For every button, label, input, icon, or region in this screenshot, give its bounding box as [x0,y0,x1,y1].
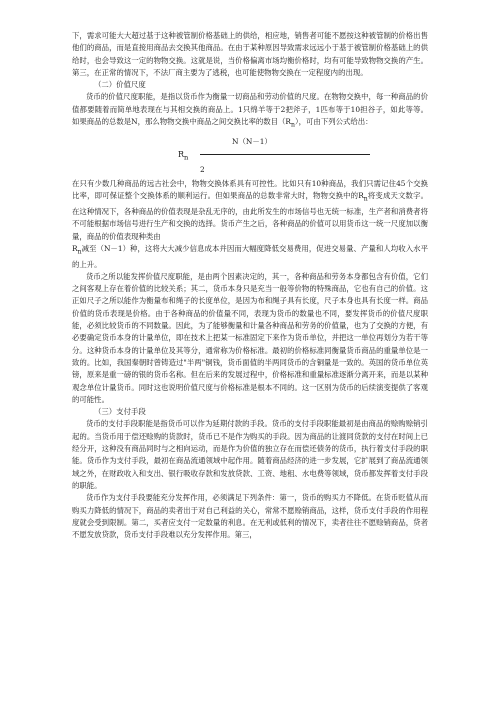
document-body [72,30,428,541]
paragraph-means-of-payment: 货币的支付手段职能是指货币可以作为延期付款的手段。货币的支付手段职能最初是由商品的赊购赊销引起的。当货币用于偿还赊购的货款时，货币已不是作为购买的手段。因为商品的让渡同货款的支付在时间上已经分开，这种没有商品同时与之相向运动，而是作为价值的独立存在而偿还债务的货币，执行着支付手段的职能。货币作为支付手段，最初在商品流通领域中起作用。随着商品经济的进一步发展，它扩展到了商品流通领域之外，在财政收入和支出、银行吸收存款和发放贷款、工资、地租、水电费等领域，货币都发挥着支付手段的职能。 [72,419,428,490]
exchange-ratio-formula [72,132,428,178]
paragraph-value-measure-intro: 货币的价值尺度职能，是指以货币作为衡量一切商品和劳动价值的尺度。在物物交换中，每一种商品的价值都要随着而简单地表现在与其相交换的商品上。1只绵羊等于2把斧子，1匹布等于10担谷子，如此等等。如果商品的总数是N，那么物物交换中商品之间交换比率的数目$(R_n)$，可由下列公式给出： [72,92,428,129]
paragraph-barter-continuation: 下，需求可能大大超过基于这种被管制价格基础上的供给，相应地，销售者可能不愿按这种被管制的价格出售他们的商品，而是直接用商品去交换其他商品。在由于某种原因导致需求远远小于基于被管制价格基础上的供给时，也会导致这一定的物物交换。这就是说，当价格偏离市场均衡价格时，均有可能导致物物交换的产生。第三，在正常的情况下，不法厂商主要为了逃税，也可能使物物交换在一定程度内的出现。 [72,31,428,77]
formula-denominator: 2 [200,164,205,174]
paragraph-payment-conditions: 货币作为支付手段要能充分发挥作用，必须满足下列条件：第一，货币的购买力不降低。在货币贬值从而购买力降低的情况下，商品的卖者出于对自己利益的关心，常常不愿赊销商品，这样，货币支付手段的作用程度就会受到限制。第二，买者应支付一定数量的利息。在无利或低利的情况下，卖者往往不愿赊销商品，贷者不愿发放贷款，货币支付手段难以充分发挥作用。第三， [72,493,428,540]
section-heading-value-measure: （二）价值尺度 [94,80,146,90]
paragraph-barter-complexity: 在只有少数几种商品的远古社会中，物物交换体系具有可控性。比如只有10种商品，我们只需记住45个交换比率，即可保证整个交换体系的顺利运行。但如果商品的总数非常大时，物物交换中的$R_n$将变成天文数字。在这种情况下，各种商品的价值表现是杂乱无序的，由此所发生的市场信号也无统一标准，生产者和消费者将不可能根据市场信号进行生产和交换的选择。货币产生之后，各种商品的价值可以用货币这一统一尺度加以衡量，商品的价值表现种类由 [72,178,428,241]
paragraph-cost-reduction: $R_n$减至（N－1）种，这将大大减少信息成本并因而大幅度降低交易费用，促进交易量、产量和人均收入水平的上升。 [72,243,428,269]
formula-numerator: N（N－1） [232,136,272,146]
formula-lhs: $R_n$ [178,149,189,162]
section-heading-means-of-payment: （三）支付手段 [94,407,146,417]
paragraph-price-standard: 货币之所以能发挥价值尺度职能，是由两个因素决定的，其一，各种商品和劳务本身都包含有价值，它们之间客观上存在着价值的比较关系；其二，货币本身只是充当一般等价物的特殊商品，它也有自己的价值。这正如尺子之所以能作为衡量布和绳子的长度单位，是因为布和绳子具有长度，尺子本身也具有长度一样。商品价值的货币表现是价格。由于各种商品的价值量不同，表现为货币的数量也不同，要发挥货币的价值尺度职能，必须比较货币的不同数量。因此，为了能够衡量和计量各种商品和劳务的价值量，也为了交换的方便，有必要确定货币本身的计量单位，即在技术上把某一标准固定下来作为货币单位，并把这一单位再划分为若干等分。这种货币本身的计量单位及其等分，通常称为价格标准。最初的价格标准同衡量货币商品的重量单位是一致的。比如，我国秦朝时曾铸造过"半两"铜钱，货币面值的半两同货币的含铜量是一致的。英国的货币单位英镑，原来是重一磅的银的货币名称。但在后来的发展过程中，价格标准和重量标准逐渐分离开来，而是以某种观念单位计量货币。同时这也说明价值尺度与价格标准是根本不同的。这一区别为货币的后续演变提供了客观的可能性。 [72,271,428,404]
fraction-bar [200,154,370,155]
